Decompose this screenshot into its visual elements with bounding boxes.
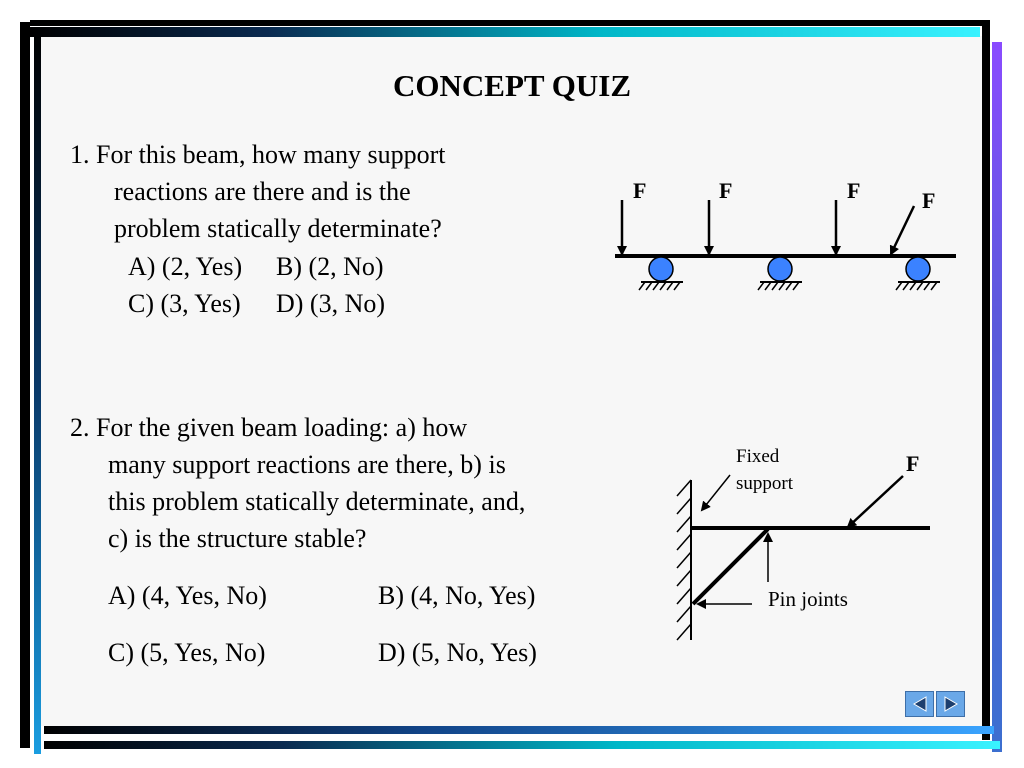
- beam-diagram-2: [660, 440, 950, 650]
- q2-option-c: C) (5, Yes, No): [108, 638, 266, 667]
- q1-line1: 1. For this beam, how many support: [70, 140, 446, 169]
- left-black-bar: [20, 22, 30, 748]
- roller-support-3: [896, 257, 940, 290]
- q2-option-b: B) (4, No, Yes): [378, 581, 536, 610]
- q2-line1: 2. For the given beam loading: a) how: [70, 413, 468, 442]
- bottom-cyan-bar: [44, 741, 1000, 749]
- q2-option-a: A) (4, Yes, No): [108, 581, 267, 610]
- previous-slide-button[interactable]: [905, 691, 934, 717]
- force-label-4: F: [922, 188, 936, 213]
- force-label-2: F: [719, 178, 733, 203]
- force-label: F: [906, 451, 920, 476]
- force-label-3: F: [847, 178, 861, 203]
- diagonal-strut: [693, 529, 768, 604]
- q1-option-b: B) (2, No): [276, 252, 384, 281]
- fixed-support-label-1: Fixed: [736, 446, 780, 467]
- q1-option-a: A) (2, Yes): [128, 252, 243, 281]
- q2-line3: this problem statically determinate, and,: [108, 487, 526, 516]
- fixed-wall: [677, 480, 691, 640]
- force-arrow-4: [891, 206, 914, 254]
- q2-option-d: D) (5, No, Yes): [378, 638, 537, 667]
- pin-joints-label: Pin joints: [768, 587, 848, 611]
- q1-line2: reactions are there and is the: [114, 177, 411, 206]
- fixed-support-pointer: [702, 475, 730, 510]
- right-black-bar: [982, 20, 990, 740]
- roller-support-1: [639, 257, 683, 290]
- top-cyan-bar: [30, 27, 980, 37]
- q2-line4: c) is the structure stable?: [108, 524, 367, 553]
- q1-line3: problem statically determinate?: [114, 214, 442, 243]
- triangle-right-icon: [941, 695, 961, 713]
- q1-option-d: D) (3, No): [276, 289, 386, 318]
- fixed-support-label-2: support: [736, 473, 793, 494]
- next-slide-button[interactable]: [936, 691, 965, 717]
- slide-navigation: [905, 691, 965, 717]
- right-purple-bar: [992, 42, 1002, 752]
- force-label-1: F: [633, 178, 647, 203]
- top-black-bar: [30, 20, 988, 26]
- force-arrow: [848, 476, 903, 527]
- bottom-blue-bar: [44, 726, 994, 734]
- left-inner-bar: [34, 30, 41, 754]
- triangle-left-icon: [910, 695, 930, 713]
- slide-title: CONCEPT QUIZ: [393, 68, 631, 103]
- q2-line2: many support reactions are there, b) is: [108, 450, 506, 479]
- q1-option-c: C) (3, Yes): [128, 289, 241, 318]
- beam-diagram-1: [600, 170, 970, 300]
- roller-support-2: [758, 257, 802, 290]
